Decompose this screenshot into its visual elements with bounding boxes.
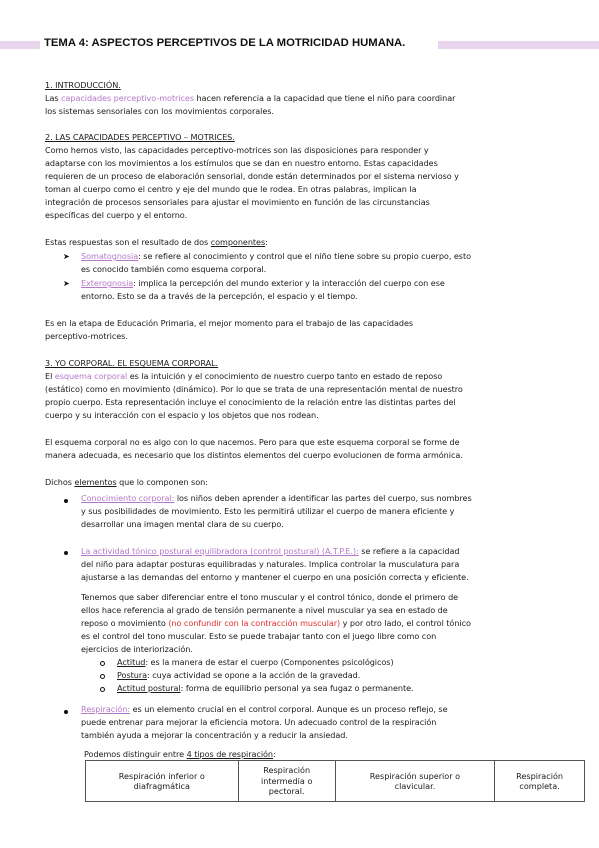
section-3-line-2: (estático) como en movimiento (dinámico). Por lo que se trata de una representación mental de nuestro	[45, 384, 463, 394]
table-cell: Respiración completa.	[495, 761, 585, 802]
tono-line-4: es el control del tono muscular. Esto se puede trabajar tanto con el juego libre como con	[81, 631, 437, 641]
etapa-line-2: perceptivo-motrices.	[45, 331, 128, 341]
etapa-line-1: Es en la etapa de Educación Primaria, el mejor momento para el trabajo de las capacidades	[45, 318, 414, 328]
table-row	[86, 761, 585, 802]
term-atpe: La actividad tónico postural equilibradora (control postural) (A.T.P.E.):	[81, 546, 359, 556]
tonico-line-3: ajustarse a las demandas del entorno y mantener el cuerpo en una posición correcta y eficiente.	[81, 572, 469, 582]
nace-line-2: manera adecuada, es necesario que los distintos elementos del cuerpo evolucionen de forma armónica.	[45, 450, 463, 460]
tipos-intro: Podemos distinguir entre 4 tipos de respiración:	[84, 749, 276, 759]
sub-item-actitud: Actitud: es la manera de estar el cuerpo (Componentes psicológicos)	[117, 657, 394, 667]
term-somatognosia: Somatognosia	[81, 251, 139, 261]
section-3-line-3: propio cuerpo. Esta representación incluye el conocimiento de la relación entre las distintas partes del	[45, 397, 456, 407]
tono-line-1: Tenemos que saber diferenciar entre el tono muscular y el control tónico, donde el primero de	[81, 592, 459, 602]
note-red: (no confundir con la contracción muscular)	[168, 618, 341, 628]
term-conocimiento-corporal: Conocimiento corporal:	[81, 493, 175, 503]
section-2-line-3: requieren de un proceso de elaboración sensorial, donde están determinados por el sistema nervioso y	[45, 171, 459, 181]
sub-item-actitud-postural: Actitud postural: forma de equilibrio personal ya sea fugaz o permanente.	[117, 683, 414, 693]
componentes-intro: Estas respuestas son el resultado de dos componentes:	[45, 237, 268, 247]
section-2-line-1: Como hemos visto, las capacidades perceptivo-motrices son las disposiciones para responder y	[45, 145, 429, 155]
section-2-line-4: toman al cuerpo como el centro y eje del mundo que le rodea. En otras palabras, implican la	[45, 184, 417, 194]
section-1-line-2: los sistemas sensoriales con los movimientos corporales.	[45, 106, 274, 116]
circle-bullet-icon	[100, 674, 105, 679]
conocimiento-line-2: y sus posibilidades de movimiento. Esto les permitirá utilizar el cuerpo de manera eficiente y	[81, 506, 455, 516]
section-2-line-2: adaptarse con los movimientos a los estímulos que se dan en nuestro entorno. Estas capacidades	[45, 158, 438, 168]
term-esquema-corporal: esquema corporal	[54, 371, 128, 381]
term-capacidades: capacidades perceptivo-motrices	[61, 93, 195, 103]
term-respiracion: Respiración:	[81, 704, 131, 714]
tono-line-5: ejercicios de interiorización.	[81, 644, 193, 654]
bullet-icon	[64, 710, 68, 714]
bullet-icon	[64, 551, 68, 555]
sub-item-postura: Postura: cuya actividad se opone a la acción de la gravedad.	[117, 670, 361, 680]
tonico-line-1: La actividad tónico postural equilibradora (control postural) (A.T.P.E.): se refiere a la capacidad	[81, 546, 460, 556]
table-cell: Respiración intermedia o pectoral.	[238, 761, 335, 802]
tonico-line-2: del niño para adaptar posturas equilibradas y naturales. Implica controlar la musculatura para	[81, 559, 460, 569]
somatognosia-line-1: Somatognosia: se refiere al conocimiento y control que el niño tiene sobre su propio cuerpo, esto	[81, 251, 471, 261]
respiration-types-table	[85, 760, 585, 802]
nace-line-1: El esquema corporal no es algo con lo que nacemos. Pero para que este esquema corporal se forme de	[45, 437, 460, 447]
title-band-left	[0, 41, 40, 49]
tono-line-2: ellos hace referencia al grado de tensión permanente a nivel muscular ya sea en estado de	[81, 605, 448, 615]
circle-bullet-icon	[100, 661, 105, 666]
section-1-heading: 1. INTRODUCCIÓN.	[45, 80, 121, 90]
arrow-bullet-icon: ➤	[63, 279, 70, 288]
circle-bullet-icon	[100, 687, 105, 692]
section-3-line-4: cuerpo y su interacción con el espacio y los objetos que nos rodean.	[45, 410, 319, 420]
section-2-line-5: integración de procesos sensoriales para ajustar el movimiento en función de las circunstancias	[45, 197, 430, 207]
elementos-intro: Dichos elementos que lo componen son:	[45, 477, 208, 487]
title-band-right	[438, 41, 599, 49]
table-cell: Respiración inferior o diafragmática	[86, 761, 239, 802]
somatognosia-line-2: es conocido también como esquema corporal.	[81, 264, 267, 274]
conocimiento-line-3: desarrollar una imagen mental clara de su cuerpo.	[81, 519, 284, 529]
exterognosia-line-2: entorno. Esto se da a través de la percepción, el espacio y el tiempo.	[81, 291, 358, 301]
tono-line-3: reposo o movimiento (no confundir con la contracción muscular) y por otro lado, el control tónico	[81, 618, 471, 628]
conocimiento-line-1: Conocimiento corporal: los niños deben aprender a identificar las partes del cuerpo, sus nombres	[81, 493, 472, 503]
respiracion-line-3: también ayuda a mejorar la concentración y a reducir la ansiedad.	[81, 730, 348, 740]
title-bar	[0, 37, 599, 53]
arrow-bullet-icon: ➤	[63, 252, 70, 261]
section-3-line-1: El esquema corporal es la intuición y el conocimiento de nuestro cuerpo tanto en estado de reposo	[45, 371, 443, 381]
section-2-line-6: específicas del cuerpo y el entorno.	[45, 210, 188, 220]
exterognosia-line-1: Exterognosia: implica la percepción del mundo exterior y la interacción del cuerpo con ese	[81, 278, 445, 288]
respiracion-line-1: Respiración: es un elemento crucial en el control corporal. Aunque es un proceso reflejo, se	[81, 704, 448, 714]
term-exterognosia: Exterognosia	[81, 278, 134, 288]
section-1-line-1: Las capacidades perceptivo-motrices hacen referencia a la capacidad que tiene el niño para coordinar	[45, 93, 456, 103]
table-cell: Respiración superior o clavicular.	[335, 761, 494, 802]
section-2-heading: 2. LAS CAPACIDADES PERCEPTIVO – MOTRICES.	[45, 132, 235, 142]
section-3-heading: 3. YO CORPORAL. EL ESQUEMA CORPORAL.	[45, 358, 219, 368]
respiracion-line-2: puede entrenar para mejorar la eficiencia motora. Un adecuado control de la respiración	[81, 717, 437, 727]
bullet-icon	[64, 499, 68, 503]
page-title: TEMA 4: ASPECTOS PERCEPTIVOS DE LA MOTRICIDAD HUMANA.	[44, 37, 406, 49]
